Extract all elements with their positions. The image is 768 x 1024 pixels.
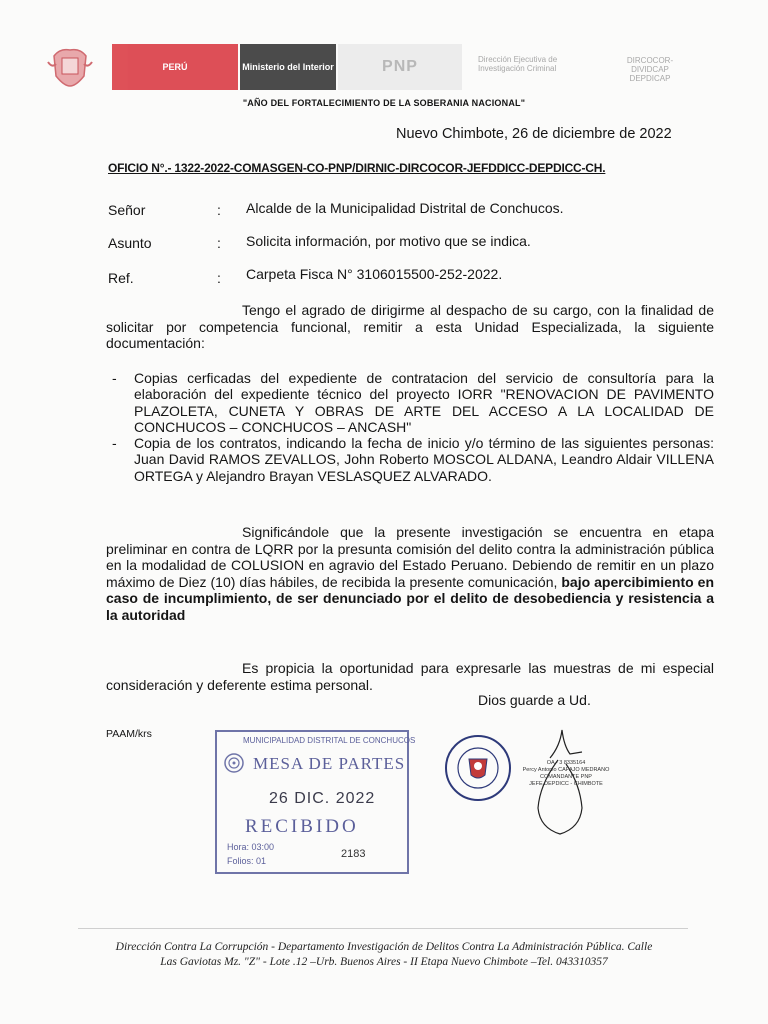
ref-colon: : xyxy=(217,202,221,218)
stamp-mesa-partes: MESA DE PARTES xyxy=(253,754,406,773)
oficio-number: OFICIO N°.- 1322-2022-COMASGEN-CO-PNP/DIRNIC-DIRCOCOR-JEFDDICC-DEPDICC-CH. xyxy=(108,161,606,175)
ministry-header-block: Ministerio del Interior xyxy=(240,44,336,90)
signature-line: COMANDANTE PNP xyxy=(540,774,592,780)
pnp-header-block: PNP xyxy=(338,44,462,90)
list-item xyxy=(112,370,714,435)
reception-stamp xyxy=(215,730,416,874)
stamp-hora: Hora: 03:00 xyxy=(227,842,275,852)
ref-value-ref: Carpeta Fisca N° 3106015500-252-2022. xyxy=(246,266,503,282)
municipality-logo-icon xyxy=(223,752,245,774)
initials: PAAM/krs xyxy=(106,728,152,740)
dircocor-header-text: DIRCOCOR-DIVIDCAP DEPDICAP xyxy=(626,56,674,84)
body-paragraph xyxy=(106,524,714,623)
bullet-dash: - xyxy=(112,435,117,452)
signature-line: JEFE DEPDICC - CHIMBOTE xyxy=(529,781,603,787)
farewell-text: Dios guarde a Ud. xyxy=(478,692,591,708)
closing-paragraph: Es propicia la oportunidad para expresarle las muestras de mi especial consideración y deferente estima personal. xyxy=(106,660,714,693)
intro-paragraph: Tengo el agrado de dirigirme al despacho de su cargo, con la finalidad de solicitar por competencia funcional, remitir a esta Unidad Especializada, la siguiente documentación: xyxy=(106,302,714,351)
peru-coat-of-arms-icon xyxy=(46,46,94,88)
year-motto: "AÑO DEL FORTALECIMIENTO DE LA SOBERANIA NACIONAL" xyxy=(242,98,526,108)
requested-documents-list xyxy=(112,370,714,484)
date-line: Nuevo Chimbote, 26 de diciembre de 2022 xyxy=(396,126,672,142)
peru-header-block: PERÚ xyxy=(112,44,238,90)
ref-colon: : xyxy=(217,270,221,286)
ref-value-asunto: Solicita información, por motivo que se indica. xyxy=(246,233,531,249)
stamp-municipality: MUNICIPALIDAD DISTRITAL DE CONCHUCOS xyxy=(243,736,416,745)
footer-address xyxy=(70,940,698,970)
signature-line: OA - 3 8335164 xyxy=(546,760,586,766)
direction-header-text: Dirección Ejecutiva de Investigación Criminal xyxy=(478,55,558,74)
signature-block xyxy=(516,760,616,788)
list-item-text: Copias cerficadas del expediente de contratacion del servicio de consultoría para la elaboración del expediente técnico del proyecto IORR "RENOVACION DE PAVIMENTO PLAZOLETA, CUNETA Y OBRAS DE ARTE DEL ACCESO A LA LOCALIDAD DE CONCHUCOS – CONCHUCOS – ANCASH" xyxy=(134,370,714,435)
list-item-text: Copia de los contratos, indicando la fecha de inicio y/o término de las siguientes personas: Juan David RAMOS ZEVALLOS, John Roberto MOSCOL ALDANA, Leandro Aldair VILLENA ORTEGA y Alejandro Brayan VESLASQUEZ ALVARADO. xyxy=(134,435,714,484)
ref-value-senor: Alcalde de la Municipalidad Distrital de Conchucos. xyxy=(246,200,564,216)
ref-label-asunto: Asunto xyxy=(108,235,152,251)
ref-colon: : xyxy=(217,235,221,251)
stamp-recibido: RECIBIDO xyxy=(245,816,359,837)
ref-label-senor: Señor xyxy=(108,202,146,218)
stamp-number: 2183 xyxy=(341,848,366,860)
warning-text: bajo apercibimiento en caso de incumplimiento, de ser denunciado por el delito de desobediencia y resistencia a la autoridad xyxy=(106,573,714,623)
bullet-dash: - xyxy=(112,370,117,386)
stamp-date: 26 DIC. 2022 xyxy=(269,790,376,807)
body-paragraph-text: Significándole que la presente investigación se encuentra en etapa preliminar en contra de LQRR por la presunta comisión del delito contra la administración pública en la modalidad de COLUSION en agravio del Estado Peruano. Debiendo de remitir en un plazo máximo de Diez (10) días hábiles, de recibida la presente comunicación, xyxy=(106,524,714,590)
stamp-folios: Folios: 01 xyxy=(227,856,267,866)
footer-line: Dirección Contra La Corrupción - Departamento Investigación de Delitos Contra La Administración Pública. Calle xyxy=(115,941,653,953)
signature-line: Percy Antonio CAPAJO MEDRANO xyxy=(522,767,610,773)
ref-label-ref: Ref. xyxy=(108,270,134,286)
list-item xyxy=(112,435,714,484)
footer-divider xyxy=(78,928,688,929)
footer-line: Las Gaviotas Mz. "Z" - Lote .12 –Urb. Buenos Aires - II Etapa Nuevo Chimbote –Tel. 043310357 xyxy=(160,956,608,968)
